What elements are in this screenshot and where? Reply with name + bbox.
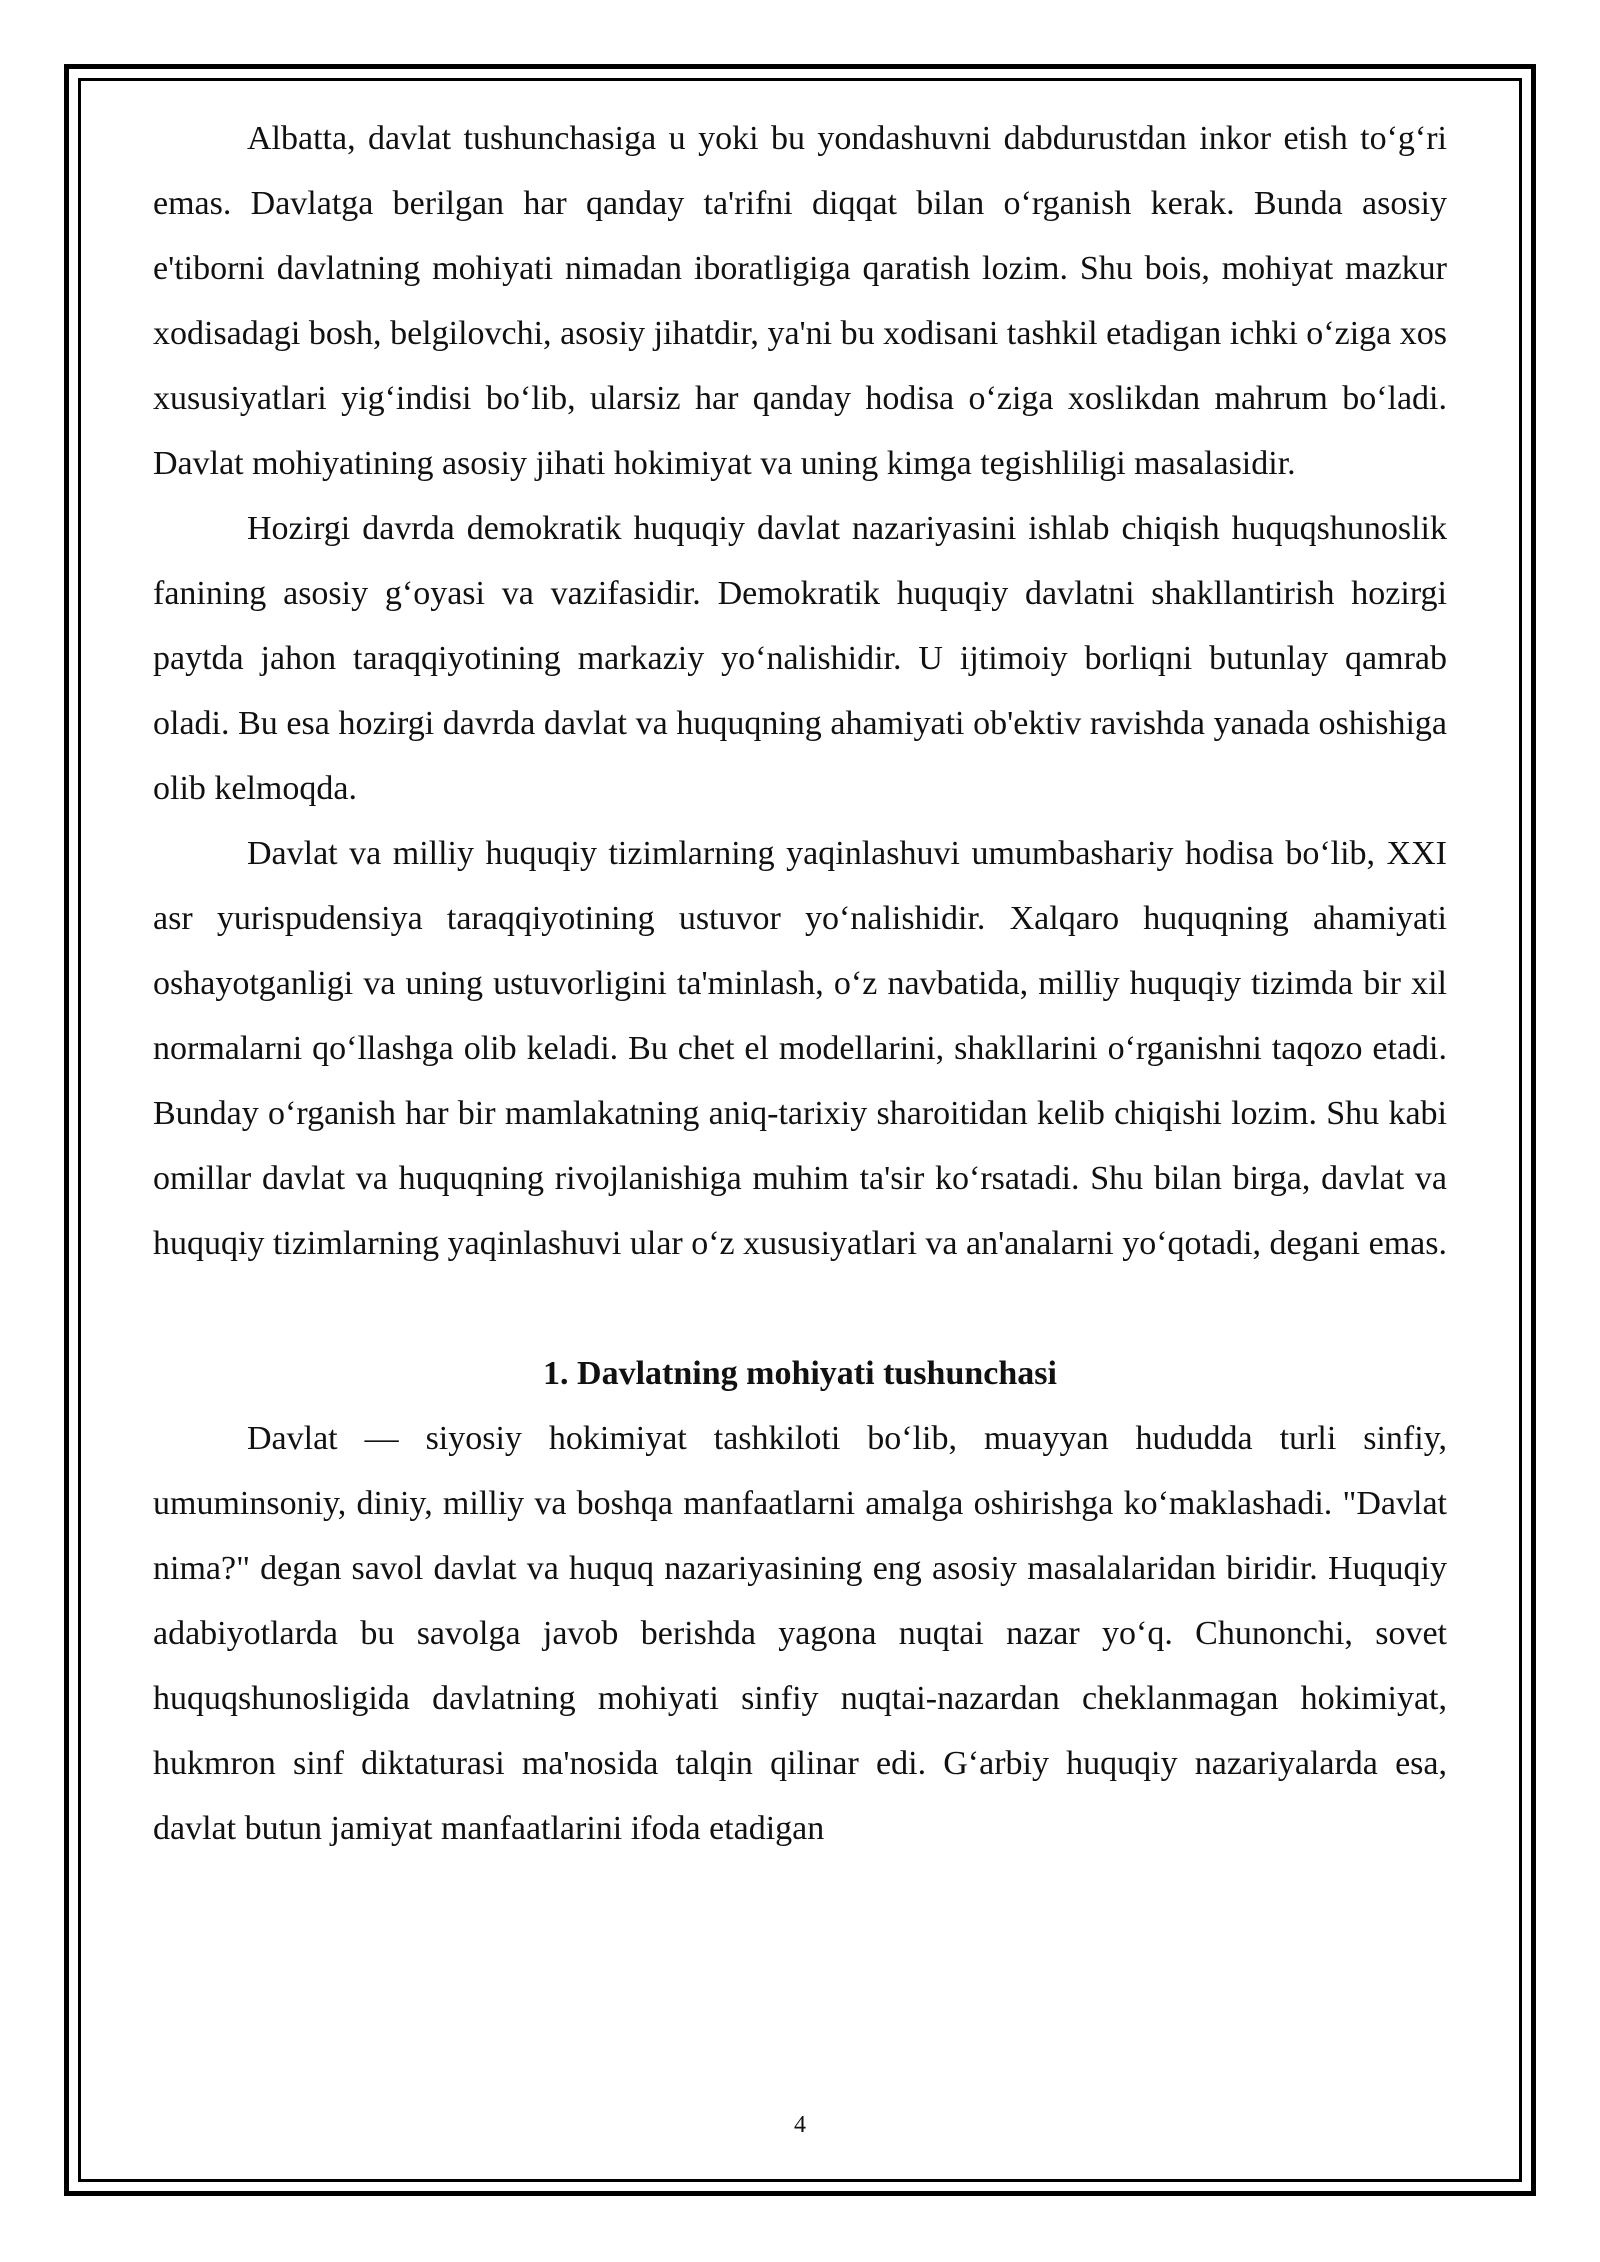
page-number: 4 bbox=[794, 2112, 806, 2138]
section-heading: 1. Davlatning mohiyati tushunchasi bbox=[543, 1355, 1057, 1392]
section-paragraph: Davlat — siyosiy hokimiyat tashkiloti bo‘lib, muayyan hududda turli sinfiy, umuminsoniy, diniy, milliy va boshqa manfaatlarni amalga oshirishga ko‘maklashadi. "Davlat nima?" degan savol davlat va huquq nazariyasining eng asosiy masalalaridan biridir. Huquqiy adabiyotlarda bu savolga javob berishda yagona nuqtai nazar yo‘q. Chunonchi, sovet huquqshunosligida davlatning mohiyati sinfiy nuqtai-nazardan cheklanmagan hokimiyat, hukmron sinf diktaturasi ma'nosida talqin qilinar edi. G‘arbiy huquqiy nazariyalarda esa, davlat butun jamiyat manfaatlarini ifoda etadigan bbox=[153, 1420, 1447, 1847]
paragraph-2: Hozirgi davrda demokratik huquqiy davlat nazariyasini ishlab chiqish huquqshunoslik fanining asosiy g‘oyasi va vazifasidir. Demokratik huquqiy davlatni shakllantirish hozirgi paytda jahon taraqqiyotining markaziy yo‘nalishidir. U ijtimoiy borliqni butunlay qamrab oladi. Bu esa hozirgi davrda davlat va huquqning ahamiyati ob'ektiv ravishda yanada oshishiga olib kelmoqda. bbox=[153, 510, 1447, 807]
document-body bbox=[153, 106, 1447, 1861]
paragraph-1: Albatta, davlat tushunchasiga u yoki bu yondashuvni dabdurustdan inkor etish to‘g‘ri emas. Davlatga berilgan har qanday ta'rifni diqqat bilan o‘rganish kerak. Bunda asosiy e'tiborni davlatning mohiyati nimadan iboratligiga qaratish lozim. Shu bois, mohiyat mazkur xodisadagi bosh, belgilovchi, asosiy jihatdir, ya'ni bu xodisani tashkil etadigan ichki o‘ziga xos xususiyatlari yig‘indisi bo‘lib, ularsiz har qanday hodisa o‘ziga xoslikdan mahrum bo‘ladi. Davlat mohiyatining asosiy jihati hokimiyat va uning kimga tegishliligi masalasidir. bbox=[153, 120, 1447, 482]
paragraph-3: Davlat va milliy huquqiy tizimlarning yaqinlashuvi umumbashariy hodisa bo‘lib, XXI asr yurispudensiya taraqqiyotining ustuvor yo‘nalishidir. Xalqaro huquqning ahamiyati oshayotganligi va uning ustuvorligini ta'minlash, o‘z navbatida, milliy huquqiy tizimda bir xil normalarni qo‘llashga olib keladi. Bu chet el modellarini, shakllarini o‘rganishni taqozo etadi. Bunday o‘rganish har bir mamlakatning aniq-tarixiy sharoitidan kelib chiqishi lozim. Shu kabi omillar davlat va huquqning rivojlanishiga muhim ta'sir ko‘rsatadi. Shu bilan birga, davlat va huquqiy tizimlarning yaqinlashuvi ular o‘z xususiyatlari va an'analarni yo‘qotadi, degani emas. bbox=[153, 835, 1447, 1262]
